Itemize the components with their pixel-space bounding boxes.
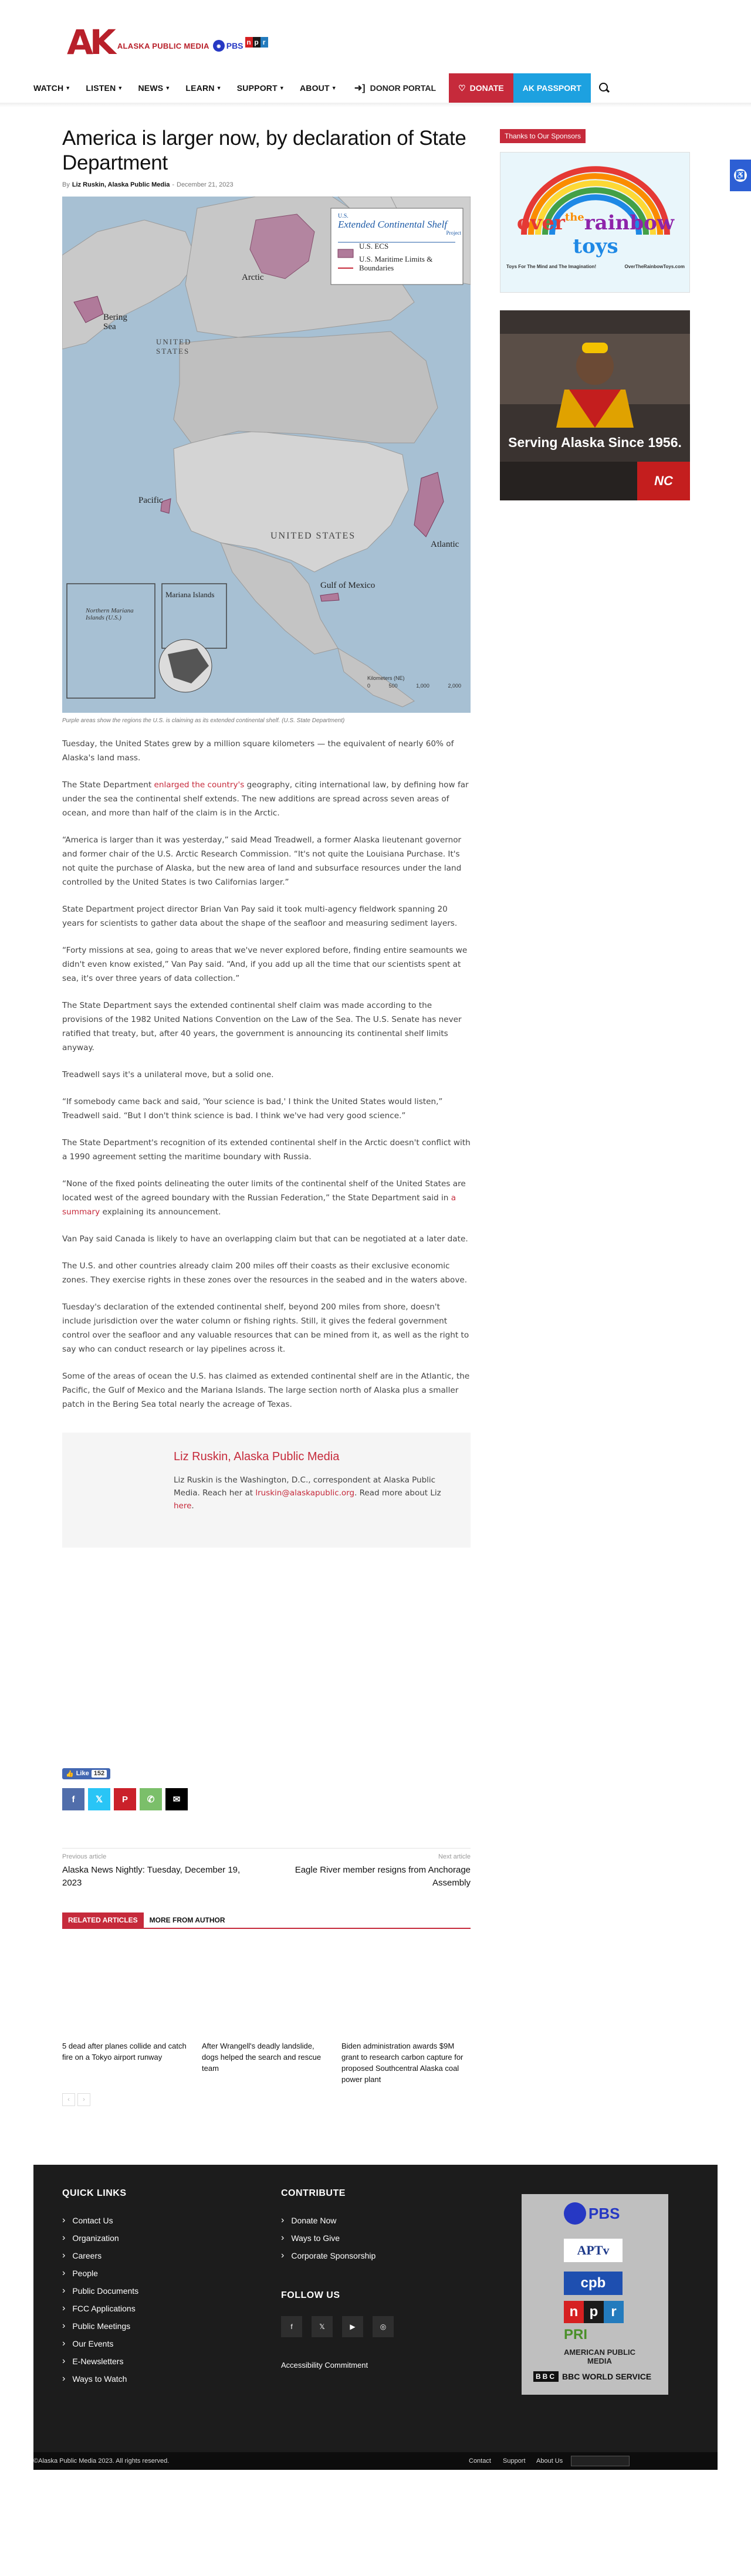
sponsor-ad-nc[interactable] bbox=[500, 310, 690, 500]
paragraph-text: geography, citing international law, by defining how far under the sea the continental shelf extends. The new additions are spread across seven areas of ocean, and more than half of the claim is in the Arctic. bbox=[62, 780, 469, 818]
author-link[interactable]: Liz Ruskin, Alaska Public Media bbox=[72, 181, 170, 188]
contribute-link-item[interactable] bbox=[281, 2247, 394, 2264]
byline-sep: - bbox=[172, 181, 174, 188]
next-page-button[interactable]: › bbox=[77, 2093, 90, 2106]
quick-link-label: › FCC Applications bbox=[72, 2304, 136, 2313]
related-thumbnail[interactable] bbox=[341, 1948, 469, 2036]
ad1-toys: toys bbox=[573, 235, 618, 258]
pbs-text: PBS bbox=[226, 41, 243, 50]
scale-tick: 1,000 bbox=[416, 683, 429, 689]
next-article[interactable] bbox=[277, 1853, 471, 1890]
nav-label: LEARN bbox=[185, 83, 215, 93]
related-item[interactable] bbox=[62, 1948, 190, 2085]
facebook-like-button[interactable] bbox=[62, 1768, 110, 1779]
map-label-alaska-us: UNITED STATES bbox=[156, 337, 192, 356]
partner-logos bbox=[522, 2194, 668, 2395]
station-name: ALASKA PUBLIC MEDIA bbox=[117, 41, 209, 50]
byline-by: By bbox=[62, 181, 70, 188]
quick-link-item[interactable] bbox=[62, 2317, 138, 2335]
contribute-section bbox=[281, 2188, 394, 2369]
facebook-icon[interactable]: f bbox=[281, 2316, 302, 2337]
footer-search-input[interactable] bbox=[571, 2456, 630, 2466]
inline-link[interactable]: a summary bbox=[62, 1193, 456, 1217]
scale-ticks bbox=[367, 683, 461, 689]
ad1-url: OverTheRainbowToys.com bbox=[624, 264, 685, 269]
bio-text: Liz Ruskin is the Washington, D.C., correspondent at Alaska Public Media. Reach her at bbox=[174, 1475, 436, 1498]
related-thumbnail[interactable] bbox=[62, 1948, 190, 2036]
footer-link-contact[interactable]: Contact bbox=[469, 2457, 491, 2465]
nav-support[interactable] bbox=[237, 83, 285, 93]
ad1-rainbow: rainbow bbox=[584, 211, 675, 235]
quick-link-item[interactable] bbox=[62, 2264, 138, 2282]
author-bio bbox=[174, 1474, 455, 1512]
nav-news[interactable] bbox=[138, 83, 171, 93]
article-paragraph: The State Department's recognition of its extended continental shelf in the Arctic doesn't conflict with a 1990 agreement setting the maritime boundary with Russia. bbox=[62, 1138, 471, 1162]
contribute-link-item[interactable] bbox=[281, 2229, 394, 2247]
toys-tagline bbox=[506, 264, 685, 269]
whatsapp-icon[interactable]: ✆ bbox=[140, 1788, 162, 1810]
partner-pbs-text: PBS bbox=[588, 2204, 620, 2222]
quick-link-item[interactable] bbox=[62, 2352, 138, 2370]
footer-bottom-bar bbox=[33, 2452, 718, 2470]
chevron-down-icon: ▼ bbox=[331, 85, 337, 91]
x-icon[interactable]: 𝕏 bbox=[312, 2316, 333, 2337]
toys-logo-text bbox=[500, 211, 690, 258]
nav-label: NEWS bbox=[138, 83, 164, 93]
related-tabs bbox=[62, 1914, 471, 1929]
partner-aptv[interactable]: APTv bbox=[564, 2239, 623, 2262]
inline-link[interactable]: enlarged the country's bbox=[154, 780, 245, 790]
paragraph-text: “None of the fixed points delineating the outer limits of the continental shelf of the United States are located west of the agreed boundary with the Russian Federation,” the State Department said in bbox=[62, 1179, 466, 1203]
chevron-down-icon: ▼ bbox=[117, 85, 123, 91]
donate-label: DONATE bbox=[469, 83, 504, 93]
article-paragraph: Treadwell says it's a unilateral move, but a solid one. bbox=[62, 1070, 274, 1079]
npr-p: p bbox=[253, 37, 261, 48]
site-logo[interactable] bbox=[67, 22, 268, 62]
legend-sub: Project bbox=[446, 230, 461, 236]
article-paragraph: Tuesday's declaration of the extended continental shelf, beyond 200 miles from shore, doesn't include jurisdiction over the water column or fishing rights. Still, it gives the federal government control over the seafloor and any valuable resources that can be mined from it, as well as the right to say who can conduct research or lay pipelines across it. bbox=[62, 1302, 469, 1354]
ad2-logo-bar bbox=[500, 462, 690, 500]
partner-apm[interactable]: AMERICAN PUBLIC MEDIA bbox=[563, 2348, 636, 2365]
follow-title: FOLLOW US bbox=[281, 2290, 340, 2300]
facebook-icon[interactable]: f bbox=[62, 1788, 84, 1810]
npr-logo bbox=[245, 37, 268, 48]
author-box bbox=[62, 1433, 471, 1548]
prev-title[interactable]: Alaska News Nightly: Tuesday, December 19, 2023 bbox=[62, 1865, 241, 1888]
quick-link-label: › Contact Us bbox=[72, 2216, 113, 2225]
post-navigation bbox=[62, 1848, 471, 1895]
contribute-title: CONTRIBUTE bbox=[281, 2188, 346, 2198]
quick-link-label: › Public Documents bbox=[72, 2286, 139, 2296]
bbc-box: BBC bbox=[533, 2371, 559, 2382]
map-legend bbox=[338, 213, 461, 272]
next-label: Next article bbox=[438, 1853, 471, 1860]
search-icon[interactable] bbox=[599, 83, 610, 93]
ak-logo-mark: AK bbox=[67, 22, 113, 62]
article-paragraph: “Forty missions at sea, going to areas that we've never explored before, finding entire seamounts we didn't even know existed,” Van Pay said. “And, if you add up all the time that our scientists spent at sea, it's over three years of data collection.” bbox=[62, 946, 468, 983]
copyright: ©Alaska Public Media 2023. All rights reserved. bbox=[33, 2457, 170, 2465]
partner-npr[interactable]: n p r bbox=[564, 2301, 624, 2323]
ak-passport-button[interactable] bbox=[513, 73, 591, 103]
login-icon: ➜] bbox=[354, 83, 366, 93]
like-count: 152 bbox=[92, 1770, 107, 1778]
tab-more-from-author[interactable]: MORE FROM AUTHOR bbox=[149, 1916, 225, 1924]
youtube-icon[interactable]: ▶ bbox=[342, 2316, 363, 2337]
article-paragraph bbox=[62, 778, 471, 820]
bio-text: . bbox=[191, 1501, 194, 1511]
quick-link-label: › Careers bbox=[72, 2251, 102, 2260]
npr-n: n bbox=[245, 37, 253, 48]
scale-unit: Kilometers (NE) bbox=[367, 675, 405, 681]
article-paragraph bbox=[62, 1177, 471, 1219]
accessibility-commitment-link[interactable]: Accessibility Commitment bbox=[281, 2361, 368, 2369]
article-paragraph: The State Department says the extended continental shelf claim was made according to the provisions of the 1982 United Nations Convention on the Law of the Sea. The U.S. Senate has never ratified that treaty, but, after 40 years, the government is announcing its continental shelf limits anyway. bbox=[62, 1001, 462, 1052]
map-label-atlantic: Atlantic bbox=[431, 540, 459, 549]
nav-listen[interactable] bbox=[86, 83, 123, 93]
related-title[interactable]: 5 dead after planes collide and catch fire on a Tokyo airport runway bbox=[62, 2042, 187, 2062]
site-footer bbox=[33, 2165, 718, 2470]
chevron-down-icon: ▼ bbox=[165, 85, 171, 91]
legend-limits: U.S. Maritime Limits & Boundaries bbox=[359, 255, 433, 272]
ad1-over: over bbox=[516, 211, 565, 235]
map-label-northern-mariana: Northern Mariana Islands (U.S.) bbox=[86, 607, 134, 621]
article-paragraph: “If somebody came back and said, 'Your science is bad,' I think the United States would listen,” Treadwell said. “But I don't think science is bad. I think we've had very good science.” bbox=[62, 1097, 443, 1121]
related-pager bbox=[62, 2093, 90, 2106]
ad2-logo: NC bbox=[637, 462, 690, 500]
scale-tick: 0 bbox=[367, 683, 371, 689]
paragraph-text: explaining its announcement. bbox=[100, 1207, 221, 1217]
donor-portal-label: DONOR PORTAL bbox=[370, 83, 437, 93]
map-caption: Purple areas show the regions the U.S. is claiming as its extended continental shelf. (U.S. State Department) bbox=[62, 717, 345, 724]
quick-link-label: › Ways to Watch bbox=[72, 2374, 127, 2384]
quick-link-label: › Public Meetings bbox=[72, 2321, 131, 2331]
sponsors-heading: Thanks to Our Sponsors bbox=[500, 129, 586, 143]
quick-link-item[interactable] bbox=[62, 2247, 138, 2264]
legend-title: Extended Continental Shelf bbox=[338, 219, 448, 230]
partner-pri[interactable]: PRI bbox=[564, 2327, 588, 2343]
share-buttons bbox=[62, 1788, 188, 1810]
quick-link-item[interactable] bbox=[62, 2229, 138, 2247]
thumbs-up-icon: 👍 bbox=[66, 1771, 74, 1778]
author-more-link[interactable]: here bbox=[174, 1501, 192, 1511]
quick-link-item[interactable] bbox=[62, 2300, 138, 2317]
bio-text: . Read more about Liz bbox=[354, 1488, 441, 1498]
map-label-pacific: Pacific bbox=[138, 496, 163, 505]
related-list bbox=[62, 1948, 471, 2085]
legend-ecs: U.S. ECS bbox=[359, 242, 389, 251]
like-label: Like bbox=[76, 1770, 89, 1777]
donate-button[interactable] bbox=[449, 73, 513, 103]
map-label-bering: Bering Sea bbox=[103, 313, 127, 331]
quick-link-item[interactable] bbox=[62, 2335, 138, 2352]
ecs-map-svg bbox=[62, 197, 471, 713]
quick-link-label: › People bbox=[72, 2269, 98, 2278]
ad2-headline: Serving Alaska Since 1956. bbox=[508, 435, 682, 450]
x-icon[interactable]: 𝕏 bbox=[88, 1788, 110, 1810]
author-box-name[interactable]: Liz Ruskin, Alaska Public Media bbox=[174, 1450, 340, 1463]
article-paragraph: The U.S. and other countries already claim 200 miles off their coasts as their exclusive economic zones. They exercise rights in these zones over the resources in the seabed and in the waters above. bbox=[62, 1261, 468, 1285]
map-scale bbox=[367, 675, 461, 689]
quick-link-label: › Our Events bbox=[72, 2339, 114, 2348]
legend-top: U.S. bbox=[338, 213, 349, 219]
related-thumbnail[interactable] bbox=[202, 1948, 330, 2036]
map-label-mariana: Mariana Islands bbox=[165, 590, 215, 599]
article-title: America is larger now, by declaration of State Department bbox=[62, 127, 466, 174]
scale-tick: 2,000 bbox=[448, 683, 461, 689]
header-divider bbox=[0, 103, 751, 107]
accessibility-button[interactable] bbox=[730, 160, 751, 191]
article-body bbox=[62, 737, 471, 1411]
article bbox=[62, 126, 471, 1548]
chevron-down-icon: ▼ bbox=[279, 85, 285, 91]
partner-bbc-text: BBC WORLD SERVICE bbox=[562, 2372, 652, 2381]
nav-learn[interactable] bbox=[185, 83, 221, 93]
paragraph-text: The State Department bbox=[62, 780, 154, 790]
prev-label: Previous article bbox=[62, 1853, 107, 1860]
contribute-link-label: › Donate Now bbox=[291, 2216, 337, 2225]
contribute-link-label: › Ways to Give bbox=[291, 2233, 340, 2243]
nav-label: ABOUT bbox=[299, 83, 330, 93]
quick-link-label: › Organization bbox=[72, 2233, 119, 2243]
heart-icon: ♡ bbox=[458, 83, 466, 93]
instagram-icon[interactable]: ◎ bbox=[373, 2316, 394, 2337]
related-title[interactable]: Biden administration awards $9M grant to research carbon capture for proposed Southcentral Alaska coal power plant bbox=[341, 2042, 464, 2084]
ecs-map-image bbox=[62, 197, 471, 713]
partner-cpb[interactable]: cpb bbox=[564, 2272, 623, 2295]
nav-about[interactable] bbox=[300, 83, 337, 93]
article-date: December 21, 2023 bbox=[177, 181, 234, 188]
related-title[interactable]: After Wrangell's deadly landslide, dogs helped the search and rescue team bbox=[202, 2042, 322, 2073]
passport-label: AK PASSPORT bbox=[522, 83, 581, 93]
quick-link-item[interactable] bbox=[62, 2370, 138, 2388]
tab-related-articles[interactable]: RELATED ARTICLES bbox=[62, 1912, 144, 1928]
social-links bbox=[281, 2316, 394, 2337]
next-title[interactable]: Eagle River member resigns from Anchorage Assembly bbox=[295, 1865, 471, 1888]
sidebar bbox=[500, 129, 690, 500]
accessibility-icon: ♿ bbox=[734, 169, 747, 182]
article-paragraph: “America is larger than it was yesterday,” said Mead Treadwell, a former Alaska lieutenant governor and former chair of the U.S. Arctic Research Commission. “It's not quite the Louisiana Purchase. It's not quite the purchase of Alaska, but the new area of land and subsurface resources under the land controlled by the United States is two Californias larger.” bbox=[62, 835, 462, 887]
article-paragraph: Van Pay said Canada is likely to have an overlapping claim but that can be negotiated at a later date. bbox=[62, 1234, 468, 1244]
chevron-down-icon: ▼ bbox=[216, 85, 222, 91]
footer-link-support[interactable]: Support bbox=[503, 2457, 526, 2465]
ad1-tag: Toys For The Mind and The Imagination! bbox=[506, 264, 597, 269]
quick-links-title: QUICK LINKS bbox=[62, 2188, 127, 2198]
nav-watch[interactable] bbox=[33, 83, 70, 93]
quick-links bbox=[62, 2188, 138, 2388]
article-paragraph: State Department project director Brian Van Pay said it took multi-agency fieldwork spanning 20 years for scientists to gather data about the shape of the seafloor and measuring sediment layers. bbox=[62, 905, 458, 928]
contribute-link-label: › Corporate Sponsorship bbox=[291, 2251, 376, 2260]
related-item[interactable] bbox=[202, 1948, 330, 2085]
related-item[interactable] bbox=[341, 1948, 469, 2085]
article-paragraph: Some of the areas of ocean the U.S. has claimed as extended continental shelf are in the Atlantic, the Pacific, the Gulf of Mexico and the Mariana Islands. The large section north of Alaska plus a smaller patch in the Bering Sea total nearly the acreage of Texas. bbox=[62, 1372, 470, 1409]
email-icon[interactable]: ✉ bbox=[165, 1788, 188, 1810]
ad1-the: the bbox=[564, 211, 584, 224]
pinterest-icon[interactable]: P bbox=[114, 1788, 136, 1810]
quick-link-label: › E-Newsletters bbox=[72, 2357, 124, 2366]
contribute-list bbox=[281, 2212, 394, 2264]
prev-article[interactable] bbox=[62, 1853, 256, 1890]
site-header bbox=[0, 0, 751, 106]
npr-r: r bbox=[261, 37, 268, 48]
chevron-down-icon: ▼ bbox=[65, 85, 71, 91]
quick-link-item[interactable] bbox=[62, 2282, 138, 2300]
pbs-head-icon: ◉ bbox=[213, 40, 225, 52]
author-email-link[interactable]: lruskin@alaskapublic.org bbox=[255, 1488, 355, 1498]
scale-tick: 500 bbox=[388, 683, 398, 689]
nav-label: WATCH bbox=[33, 83, 64, 93]
prev-page-button[interactable]: ‹ bbox=[62, 2093, 75, 2106]
partner-pbs[interactable] bbox=[564, 2202, 620, 2225]
contribute-link-item[interactable] bbox=[281, 2212, 394, 2229]
donor-portal-link[interactable] bbox=[354, 82, 436, 94]
footer-link-about[interactable]: About Us bbox=[536, 2457, 563, 2465]
main-nav bbox=[33, 73, 717, 103]
pbs-head-icon bbox=[564, 2202, 586, 2225]
pbs-logo bbox=[213, 40, 243, 52]
map-label-us: UNITED STATES bbox=[270, 531, 356, 541]
nav-label: LISTEN bbox=[86, 83, 116, 93]
sponsor-ad-toys[interactable] bbox=[500, 152, 690, 293]
quick-links-list bbox=[62, 2212, 138, 2388]
map-label-gulf: Gulf of Mexico bbox=[320, 581, 376, 590]
article-paragraph: Tuesday, the United States grew by a million square kilometers — the equivalent of nearly 60% of Alaska's land mass. bbox=[62, 739, 454, 763]
quick-link-item[interactable] bbox=[62, 2212, 138, 2229]
map-label-arctic: Arctic bbox=[242, 273, 264, 282]
nav-label: SUPPORT bbox=[236, 83, 278, 93]
byline bbox=[62, 181, 471, 188]
partner-bbc[interactable] bbox=[533, 2371, 651, 2382]
